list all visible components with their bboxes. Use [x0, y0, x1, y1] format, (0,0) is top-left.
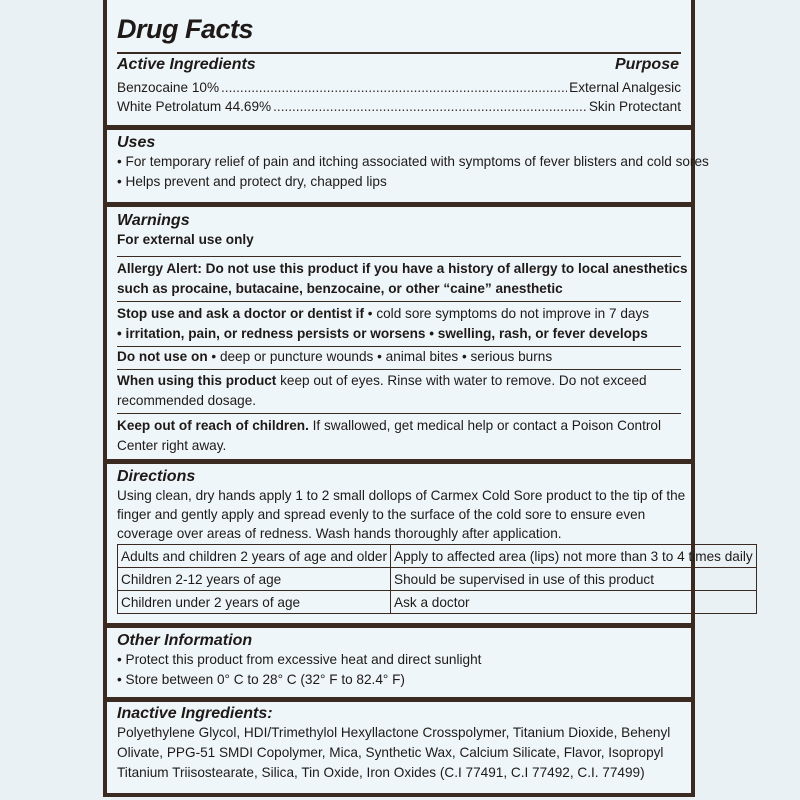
section-divider: [107, 697, 691, 702]
directions-line: finger and gently apply and spread evenly to the surface of the cold sore to ensure even: [117, 507, 646, 522]
warnings-section: [107, 212, 691, 250]
other-info-item: • Store between 0° C to 28° C (32° F to 82.4° F): [117, 672, 405, 687]
table-cell: Children under 2 years of age: [118, 591, 391, 614]
ingredient-row: [117, 78, 681, 97]
other-info-item: • Protect this product from excessive heat and direct sunlight: [117, 652, 482, 667]
section-divider: [107, 125, 691, 130]
drug-facts-title-section: [107, 14, 691, 45]
divider: [117, 369, 681, 370]
uses-section: [107, 134, 709, 192]
divider: [117, 52, 681, 54]
uses-item: • Helps prevent and protect dry, chapped lips: [117, 174, 387, 189]
stop-use-warning: [107, 304, 691, 344]
warnings-heading: Warnings: [117, 212, 190, 229]
do-not-use-warning: [107, 347, 691, 367]
when-using-warning: [107, 371, 691, 411]
divider: [117, 301, 681, 302]
other-information-heading: Other Information: [117, 632, 253, 649]
when-using-text: keep out of eyes. Rinse with water to remove. Do not exceed: [276, 373, 647, 388]
directions-table: [117, 544, 757, 614]
allergy-alert: [107, 259, 691, 299]
uses-heading: Uses: [117, 134, 156, 151]
table-cell: Children 2-12 years of age: [118, 568, 391, 591]
directions-line: coverage over areas of redness. Wash hands thoroughly after application.: [117, 526, 562, 541]
table-cell: Should be supervised in use of this product: [391, 568, 757, 591]
inactive-ingredients-line: Titanium Triisostearate, Silica, Tin Oxide, Iron Oxides (C.I 77491, C.I 77492, C.I. 77499): [117, 765, 645, 780]
active-ingredients-section: [107, 56, 691, 116]
active-ingredients-heading: Active Ingredients: [117, 56, 256, 73]
stop-use-label: Stop use and ask a doctor or dentist if: [117, 306, 364, 321]
keep-out-label: Keep out of reach of children.: [117, 418, 309, 433]
inactive-ingredients-heading: Inactive Ingredients:: [117, 705, 273, 722]
divider: [117, 413, 681, 414]
section-divider: [107, 202, 691, 207]
divider: [117, 256, 681, 257]
keep-out-text-cont: Center right away.: [117, 438, 227, 453]
allergy-line: Allergy Alert: Do not use this product if you have a history of allergy to local anesthetics: [117, 261, 688, 276]
table-row: [118, 591, 757, 614]
ingredient-purpose: Skin Protectant: [588, 99, 681, 114]
directions-section: [107, 468, 753, 614]
inactive-ingredients-line: Olivate, PPG-51 SMDI Copolymer, Mica, Synthetic Wax, Calcium Silicate, Flavor, Isopropyl: [117, 745, 664, 760]
drug-facts-panel: [103, 0, 753, 797]
uses-item: • For temporary relief of pain and itching associated with symptoms of fever blisters and cold sores: [117, 154, 709, 169]
dot-leader: [273, 97, 587, 116]
inactive-ingredients-section: [107, 705, 691, 783]
table-cell: Ask a doctor: [391, 591, 757, 614]
purpose-heading: Purpose: [614, 56, 679, 73]
ingredient-name: White Petrolatum 44.69%: [117, 99, 272, 114]
section-divider: [107, 623, 691, 628]
inactive-ingredients-line: Polyethylene Glycol, HDI/Trimethylol Hexyllactone Crosspolymer, Titanium Dioxide, Behenyl: [117, 725, 671, 740]
stop-use-conditions: • irritation, pain, or redness persists or worsens • swelling, rash, or fever develops: [117, 326, 648, 341]
dot-leader: [221, 78, 567, 97]
table-cell: Apply to affected area (lips) not more than 3 to 4 times daily: [391, 545, 757, 568]
ingredient-name: Benzocaine 10%: [117, 80, 220, 95]
keep-out-text: If swallowed, get medical help or contact a Poison Control: [308, 418, 661, 433]
when-using-label: When using this product: [117, 373, 277, 388]
section-divider: [107, 459, 691, 464]
table-row: [118, 568, 757, 591]
other-information-section: [107, 632, 691, 690]
directions-heading: Directions: [117, 468, 196, 485]
keep-out-warning: [107, 416, 691, 456]
ingredient-row: [117, 97, 681, 116]
page-title: Drug Facts: [117, 14, 254, 44]
do-not-use-label: Do not use on: [117, 349, 208, 364]
allergy-line: such as procaine, butacaine, benzocaine, or other “caine” anesthetic: [117, 281, 563, 296]
do-not-use-text: • deep or puncture wounds • animal bites • serious burns: [207, 349, 553, 364]
external-use-text: For external use only: [117, 232, 254, 247]
when-using-text-cont: recommended dosage.: [117, 393, 257, 408]
table-cell: Adults and children 2 years of age and older: [118, 545, 391, 568]
directions-line: Using clean, dry hands apply 1 to 2 small dollops of Carmex Cold Sore product to the tip of the: [117, 488, 686, 503]
ingredient-purpose: External Analgesic: [569, 80, 681, 95]
stop-use-text: • cold sore symptoms do not improve in 7 days: [364, 306, 650, 321]
table-row: [118, 545, 757, 568]
